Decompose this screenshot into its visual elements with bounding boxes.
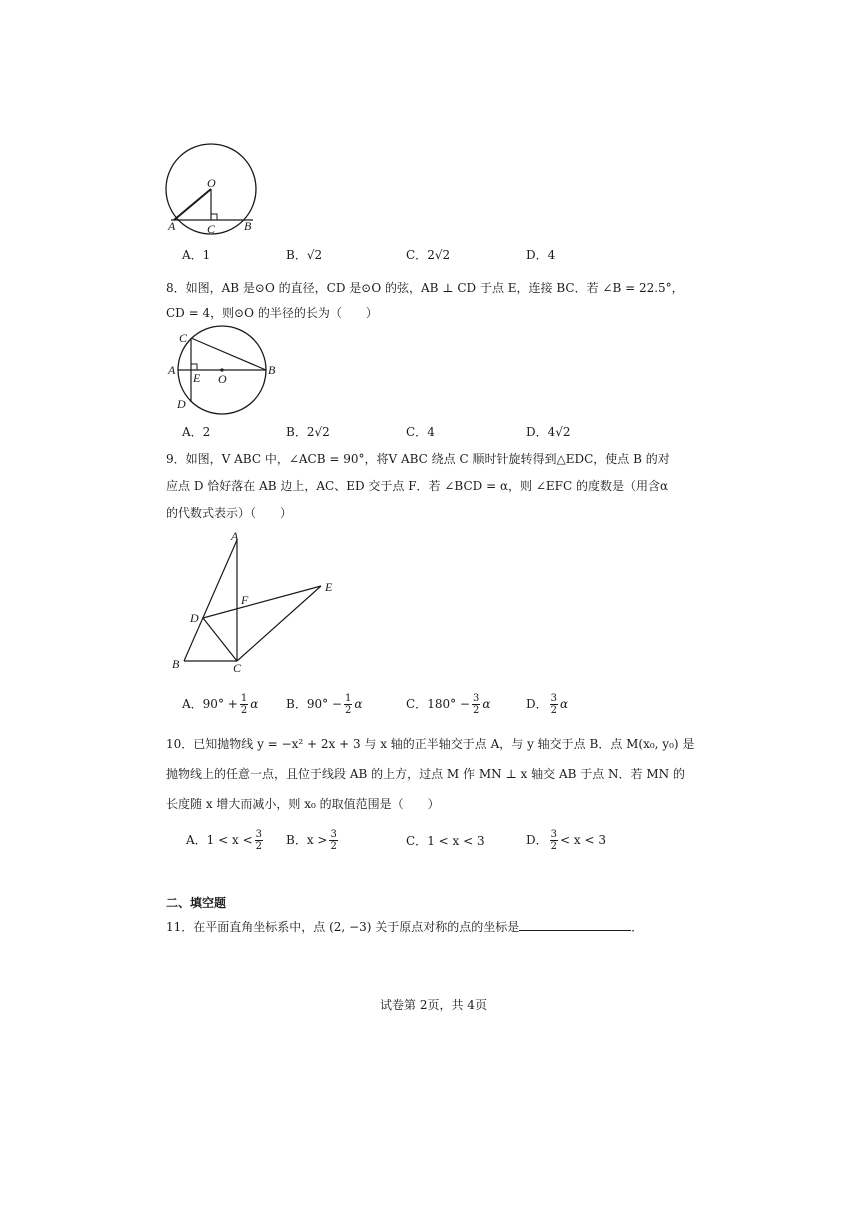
option-suffix: α (354, 697, 363, 711)
fraction-numerator: 1 (240, 693, 248, 704)
option-letter: D． (526, 697, 548, 711)
q9-option-a (182, 693, 258, 716)
option-prefix: 1 < x < 3 (427, 834, 485, 848)
fraction-numerator: 3 (255, 829, 263, 840)
q7-circle-figure (160, 140, 270, 240)
fraction-denominator: 2 (330, 841, 337, 852)
q11-answer-blank[interactable] (519, 918, 631, 931)
fraction-denominator: 2 (550, 841, 557, 852)
q9-line-3: 的代数式表示）（ ） (166, 506, 293, 520)
q9-label-d: D (190, 611, 199, 625)
q7-right-angle-mark (211, 214, 217, 220)
option-letter: C． (406, 248, 428, 262)
q8-option-b (286, 423, 330, 440)
fraction-denominator: 2 (550, 705, 557, 716)
q8-label-b: B (268, 363, 276, 377)
q9-label-f: F (241, 593, 249, 607)
option-value: 4 (427, 425, 435, 439)
option-fraction (344, 693, 352, 716)
option-letter: D． (526, 833, 548, 847)
q8-options (182, 423, 742, 445)
option-fraction (240, 693, 248, 716)
option-fraction (255, 829, 263, 852)
fraction-numerator: 1 (344, 693, 352, 704)
q7-label-o: O (207, 176, 216, 190)
page-footer: 试卷第 2页，共 4页 (380, 998, 487, 1012)
option-fraction (550, 829, 558, 852)
q9-label-a: A (231, 529, 239, 543)
option-fraction (472, 693, 480, 716)
option-letter: B． (286, 425, 307, 439)
option-letter: D． (526, 248, 548, 262)
option-value: 2 (202, 425, 211, 439)
fraction-denominator: 2 (472, 705, 480, 716)
option-letter: A． (182, 697, 203, 711)
option-value: 1 (202, 248, 211, 262)
section-title-fill-in: 二、填空题 (166, 896, 227, 910)
q10-line-2: 抛物线上的任意一点，且位于线段 AB 的上方，过点 M 作 MN ⊥ x 轴交 AB 于点 N．若 MN 的 (166, 767, 685, 781)
option-prefix: 90° + (202, 697, 238, 711)
q11-end: ． (631, 920, 644, 934)
q10-option-b (286, 829, 340, 852)
q10-option-d (526, 829, 606, 852)
option-prefix: x > (306, 833, 328, 847)
q8-label-a: A (168, 363, 176, 377)
fraction-denominator: 2 (344, 705, 352, 716)
q8-label-o: O (218, 372, 227, 386)
q7-segment-oa (174, 189, 211, 220)
q7-option-d (526, 246, 555, 263)
option-suffix: α (482, 697, 491, 711)
q7-option-a (182, 246, 210, 263)
q10-option-a (186, 829, 265, 852)
q11-text: 11．在平面直角坐标系中，点 (2, −3) 关于原点对称的点的坐标是 (166, 920, 520, 934)
option-suffix: α (250, 697, 259, 711)
q8-segment-cb (191, 338, 266, 370)
q11-line (166, 918, 643, 935)
option-letter: C． (406, 697, 428, 711)
q7-label-b: B (244, 219, 252, 233)
q10-line-1: 10．已知抛物线 y = −x² + 2x + 3 与 x 轴的正半轴交于点 A，与 y 轴交于点 B．点 M(x₀, y₀) 是 (166, 737, 695, 751)
option-letter: A． (186, 833, 207, 847)
q7-option-c (406, 246, 450, 263)
q7-label-a: A (168, 219, 176, 233)
q7-options (182, 246, 742, 268)
option-letter: B． (286, 833, 307, 847)
q7-label-c: C (207, 222, 216, 236)
q9-option-d (526, 693, 568, 716)
q9-option-c (406, 693, 490, 716)
option-letter: B． (286, 248, 307, 262)
fraction-denominator: 2 (255, 841, 263, 852)
fraction-numerator: 3 (550, 693, 557, 704)
option-letter: A． (182, 248, 203, 262)
q9-line-2: 应点 D 恰好落在 AB 边上，AC、ED 交于点 F．若 ∠BCD = α，则 ∠EFC 的度数是（用含α (166, 479, 669, 493)
option-value: 2√2 (306, 425, 330, 439)
option-letter: C． (406, 425, 428, 439)
fraction-numerator: 3 (472, 693, 480, 704)
q7-option-b (286, 246, 322, 263)
q10-options (182, 826, 742, 856)
option-letter: D． (526, 425, 548, 439)
q8-label-c: C (179, 331, 188, 345)
q8-label-d: D (177, 397, 186, 411)
option-suffix: < x < 3 (560, 833, 606, 847)
fraction-numerator: 3 (330, 829, 337, 840)
q9-triangle-figure (166, 530, 346, 675)
q10-option-c (406, 832, 485, 849)
option-value: 4 (547, 248, 556, 262)
q8-option-c (406, 423, 435, 440)
q9-option-b (286, 693, 362, 716)
option-suffix: α (560, 697, 569, 711)
option-fraction (329, 829, 337, 852)
option-letter: A． (182, 425, 203, 439)
q8-line-1: 8．如图，AB 是⊙O 的直径，CD 是⊙O 的弦，AB ⊥ CD 于点 E，连接 BC．若 ∠B = 22.5°， (166, 281, 684, 295)
q8-option-a (182, 423, 210, 440)
fraction-numerator: 3 (550, 829, 557, 840)
option-value: √2 (306, 248, 323, 262)
option-fraction (550, 693, 558, 716)
option-letter: C． (406, 834, 428, 848)
option-prefix: 180° − (427, 697, 470, 711)
option-letter: B． (286, 697, 307, 711)
option-value: 4√2 (547, 425, 571, 439)
fraction-denominator: 2 (240, 705, 248, 716)
q8-right-angle-mark (191, 364, 197, 370)
option-value: 2√2 (427, 248, 451, 262)
q8-option-d (526, 423, 571, 440)
q9-segment-dc (203, 618, 237, 661)
q10-line-3: 长度随 x 增大而减小，则 x₀ 的取值范围是（ ） (166, 797, 440, 811)
q8-label-e: E (193, 371, 201, 385)
option-prefix: 90° − (306, 697, 342, 711)
q9-line-1: 9．如图，V ABC 中，∠ACB = 90°，将V ABC 绕点 C 顺时针旋转得到△EDC，使点 B 的对 (166, 452, 670, 466)
q9-label-b: B (172, 657, 180, 671)
q8-circle-figure (166, 324, 284, 418)
q9-label-e: E (325, 580, 333, 594)
q9-segment-ab (184, 540, 237, 661)
q9-label-c: C (233, 661, 242, 675)
q9-options (182, 690, 742, 720)
q8-line-2: CD = 4，则⊙O 的半径的长为（ ） (166, 306, 378, 320)
option-prefix: 1 < x < (206, 833, 253, 847)
